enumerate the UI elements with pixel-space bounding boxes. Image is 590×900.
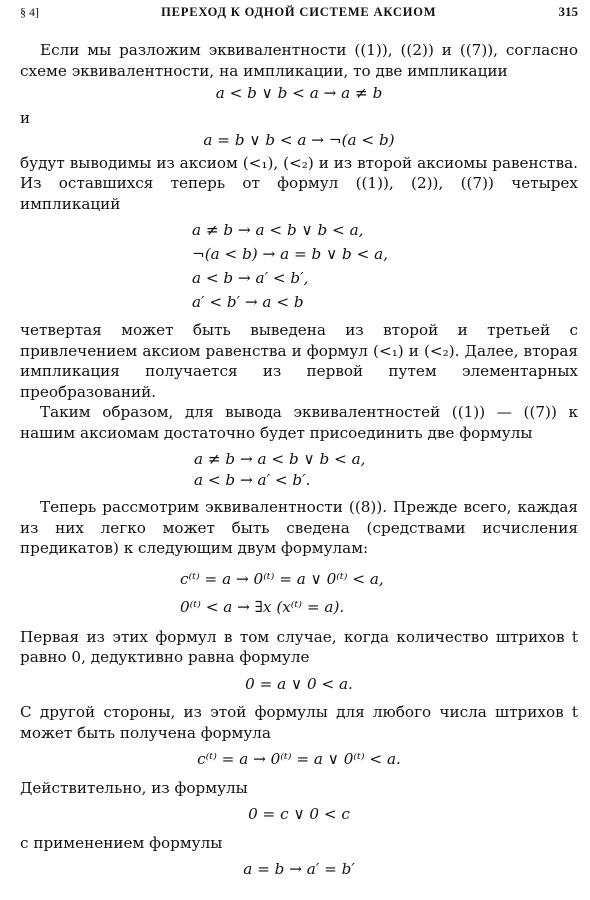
- paragraph: С другой стороны, из этой формулы для любого числа штрихов t может быть получена формула: [20, 703, 578, 742]
- page-body: [20, 40, 578, 880]
- paragraph: Первая из этих формул в том случае, когда количество штрихов t равно 0, дедуктивно равна формуле: [20, 627, 578, 666]
- paragraph: Действительно, из формулы: [20, 778, 248, 797]
- formula: 0 = a ∨ 0 < a.: [245, 674, 353, 693]
- formula-line: a < b → a′ < b′,: [192, 269, 309, 287]
- section-mark: § 4]: [20, 5, 39, 19]
- formula-line: a ≠ b → a < b ∨ b < a,: [194, 450, 366, 468]
- formula: a < b ∨ b < a → a ≠ b: [215, 84, 383, 102]
- paragraph: четвертая может быть выведена из второй и третьей с привлечением аксиом равенства и формул (<₁) и (<₂). Далее, вторая импликация получается из первой путем элементарных преобразований.: [20, 321, 578, 401]
- formula: 0 = c ∨ 0 < c: [248, 805, 350, 823]
- paragraph: с применением формулы: [20, 833, 223, 852]
- formula: c⁽ᵗ⁾ = a → 0⁽ᵗ⁾ = a ∨ 0⁽ᵗ⁾ < a.: [197, 750, 401, 768]
- page-number: 315: [558, 4, 578, 19]
- paragraph: Таким образом, для вывода эквивалентностей ((1)) — ((7)) к нашим аксиомам достаточно будет присоединить две формулы: [20, 403, 578, 442]
- running-header: [20, 0, 578, 26]
- formula-line: a ≠ b → a < b ∨ b < a,: [192, 221, 364, 239]
- paragraph: Теперь рассмотрим эквивалентности ((8)). Прежде всего, каждая из них легко может быть сведена (средствами исчисления предикатов) к следующим двум формулам:: [20, 498, 578, 557]
- formula-line: a < b → a′ < b′.: [194, 471, 311, 489]
- formula-block: [20, 449, 578, 491]
- formula-block: [20, 218, 578, 314]
- paragraph: будут выводимы из аксиом (<₁), (<₂) и из второй аксиомы равенства. Из оставшихся теперь от формул ((1)), (2)), ((7)) четырех импликаций: [20, 153, 578, 213]
- formula-line: c⁽ᵗ⁾ = a → 0⁽ᵗ⁾ = a ∨ 0⁽ᵗ⁾ < a,: [180, 569, 384, 588]
- formula-line: a′ < b′ → a < b: [192, 293, 304, 311]
- chapter-title: ПЕРЕХОД К ОДНОЙ СИСТЕМЕ АКСИОМ: [161, 5, 437, 19]
- formula: a = b ∨ b < a → ¬(a < b): [203, 131, 395, 149]
- formula-line: 0⁽ᵗ⁾ < a → ∃x (x⁽ᵗ⁾ = a).: [180, 597, 345, 616]
- formula: a = b → a′ = b′: [243, 860, 355, 878]
- formula-block: [20, 565, 578, 621]
- paragraph: Если мы разложим эквивалентности ((1)), ((2)) и ((7)), согласно схеме эквивалентности, на импликации, то две импликации: [20, 41, 578, 80]
- conjunction-word: и: [20, 108, 31, 127]
- formula-line: ¬(a < b) → a = b ∨ b < a,: [192, 245, 389, 263]
